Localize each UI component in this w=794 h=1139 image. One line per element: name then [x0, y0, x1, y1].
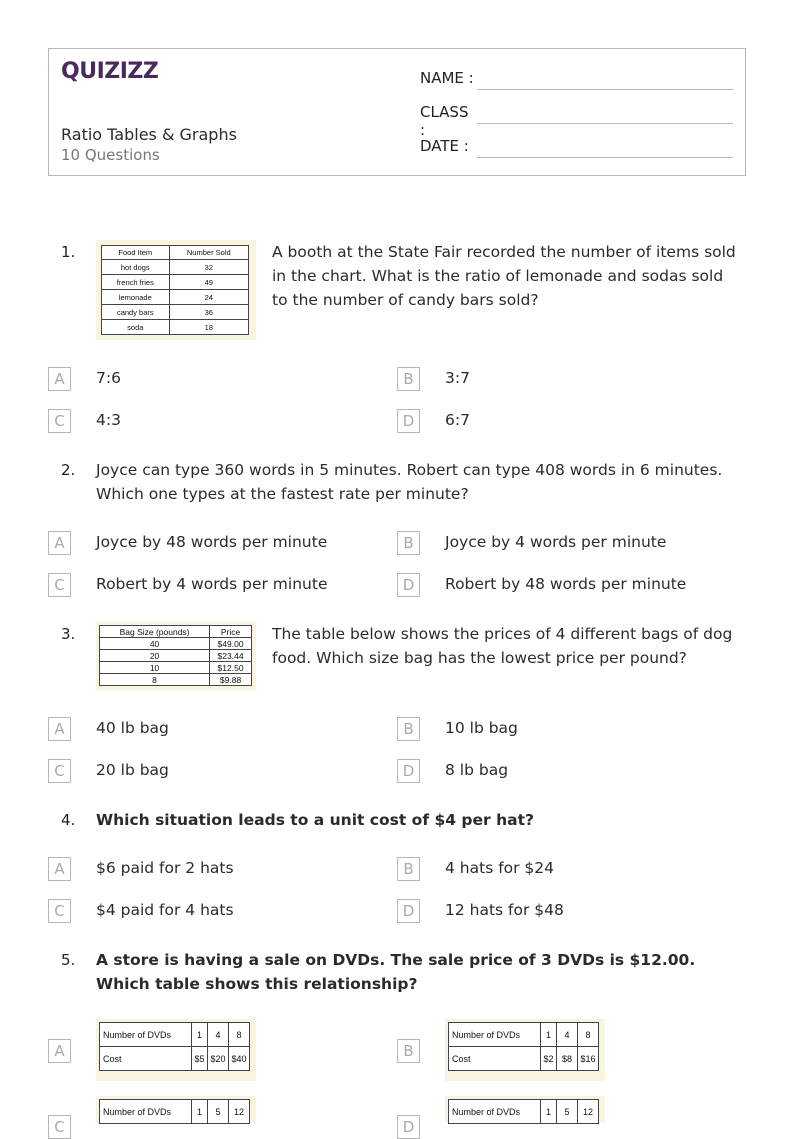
- table-row: 40 $49.00: [100, 638, 252, 650]
- name-input-line[interactable]: [477, 89, 733, 90]
- option-b-text: 10 lb bag: [445, 719, 518, 737]
- option-b-box[interactable]: B: [397, 531, 420, 555]
- option-a-table-image: [96, 1019, 256, 1081]
- question-number: 1.: [61, 243, 76, 261]
- option-b-table: Number of DVDs 1 4 8 Cost $2 $8 $16: [448, 1022, 599, 1071]
- option-a-table: Number of DVDs 1 4 8 Cost $5 $20 $40: [99, 1022, 250, 1071]
- option-d-box[interactable]: D: [397, 1115, 420, 1139]
- option-c-box[interactable]: C: [48, 759, 71, 783]
- option-a-text: 40 lb bag: [96, 719, 169, 737]
- option-c-box[interactable]: C: [48, 409, 71, 433]
- option-d-text: Robert by 48 words per minute: [445, 575, 687, 593]
- question-number: 2.: [61, 461, 76, 479]
- question-number: 5.: [61, 951, 76, 969]
- option-c-text: 4:3: [96, 411, 121, 429]
- option-d-table: Number of DVDs 1 5 12: [448, 1099, 599, 1124]
- option-b-box[interactable]: B: [397, 857, 420, 881]
- class-label: CLASS :: [420, 103, 469, 139]
- question-count: 10 Questions: [61, 146, 160, 164]
- table-row: french fries 49: [102, 275, 249, 290]
- option-d-box[interactable]: D: [397, 899, 420, 923]
- option-b-text: Joyce by 4 words per minute: [445, 533, 667, 551]
- food-items-table: Food Item Number Sold hot dogs 32 french fries 49 lemonade 24 candy bars 36 soda 18: [101, 245, 249, 335]
- dog-food-table: Bag Size (pounds) Price 40 $49.00 20 $23.44 10 $12.50 8 $9.88: [99, 625, 252, 686]
- option-a-text: $6 paid for 2 hats: [96, 859, 234, 877]
- quizizz-logo: QUIZIZZ: [61, 59, 159, 84]
- option-a-box[interactable]: A: [48, 531, 71, 555]
- table-row: 10 $12.50: [100, 662, 252, 674]
- worksheet-title: Ratio Tables & Graphs: [61, 125, 237, 144]
- option-b-box[interactable]: B: [397, 367, 420, 391]
- date-input-line[interactable]: [477, 157, 733, 158]
- dog-food-table-image: [96, 622, 256, 690]
- question-text: A store is having a sale on DVDs. The sale price of 3 DVDs is $12.00. Which table shows this relationship?: [96, 951, 696, 993]
- option-a-box[interactable]: A: [48, 717, 71, 741]
- question-number: 4.: [61, 811, 76, 829]
- option-c-text: 20 lb bag: [96, 761, 169, 779]
- option-b-box[interactable]: B: [397, 1039, 420, 1063]
- option-d-text: 8 lb bag: [445, 761, 509, 779]
- option-d-text: 6:7: [445, 411, 470, 429]
- option-a-box[interactable]: A: [48, 857, 71, 881]
- option-c-box[interactable]: C: [48, 899, 71, 923]
- option-a-box[interactable]: A: [48, 367, 71, 391]
- option-c-table-image: [96, 1096, 256, 1123]
- table-row: lemonade 24: [102, 290, 249, 305]
- question-text: Which situation leads to a unit cost of $4 per hat?: [96, 811, 534, 829]
- option-d-text: 12 hats for $48: [445, 901, 564, 919]
- option-d-box[interactable]: D: [397, 573, 420, 597]
- option-c-text: Robert by 4 words per minute: [96, 575, 328, 593]
- option-a-text: Joyce by 48 words per minute: [96, 533, 328, 551]
- option-c-box[interactable]: C: [48, 1115, 71, 1139]
- option-b-text: 4 hats for $24: [445, 859, 555, 877]
- option-d-table-image: [445, 1096, 605, 1123]
- table-row: soda 18: [102, 320, 249, 335]
- question-text: The table below shows the prices of 4 different bags of dog food. Which size bag has the lowest price per pound?: [272, 625, 733, 667]
- food-items-table-image: [96, 240, 256, 340]
- date-label: DATE :: [420, 137, 469, 155]
- option-b-box[interactable]: B: [397, 717, 420, 741]
- table-row: 8 $9.88: [100, 674, 252, 686]
- option-b-table-image: [445, 1019, 605, 1081]
- name-label: NAME :: [420, 69, 474, 87]
- option-c-box[interactable]: C: [48, 573, 71, 597]
- question-text: A booth at the State Fair recorded the number of items sold in the chart. What is the ratio of lemonade and sodas sold to the number of candy bars sold?: [272, 243, 736, 309]
- option-c-text: $4 paid for 4 hats: [96, 901, 234, 919]
- worksheet-header: [48, 48, 746, 176]
- option-a-text: 7:6: [96, 369, 121, 387]
- option-d-box[interactable]: D: [397, 759, 420, 783]
- table-row: hot dogs 32: [102, 260, 249, 275]
- table-row: candy bars 36: [102, 305, 249, 320]
- option-d-box[interactable]: D: [397, 409, 420, 433]
- option-c-table: Number of DVDs 1 5 12: [99, 1099, 250, 1124]
- question-text: Joyce can type 360 words in 5 minutes. Robert can type 408 words in 6 minutes. Which one types at the fastest rate per minute?: [96, 461, 723, 503]
- option-a-box[interactable]: A: [48, 1039, 71, 1063]
- class-input-line[interactable]: [477, 123, 733, 124]
- question-number: 3.: [61, 625, 76, 643]
- table-row: 20 $23.44: [100, 650, 252, 662]
- option-b-text: 3:7: [445, 369, 470, 387]
